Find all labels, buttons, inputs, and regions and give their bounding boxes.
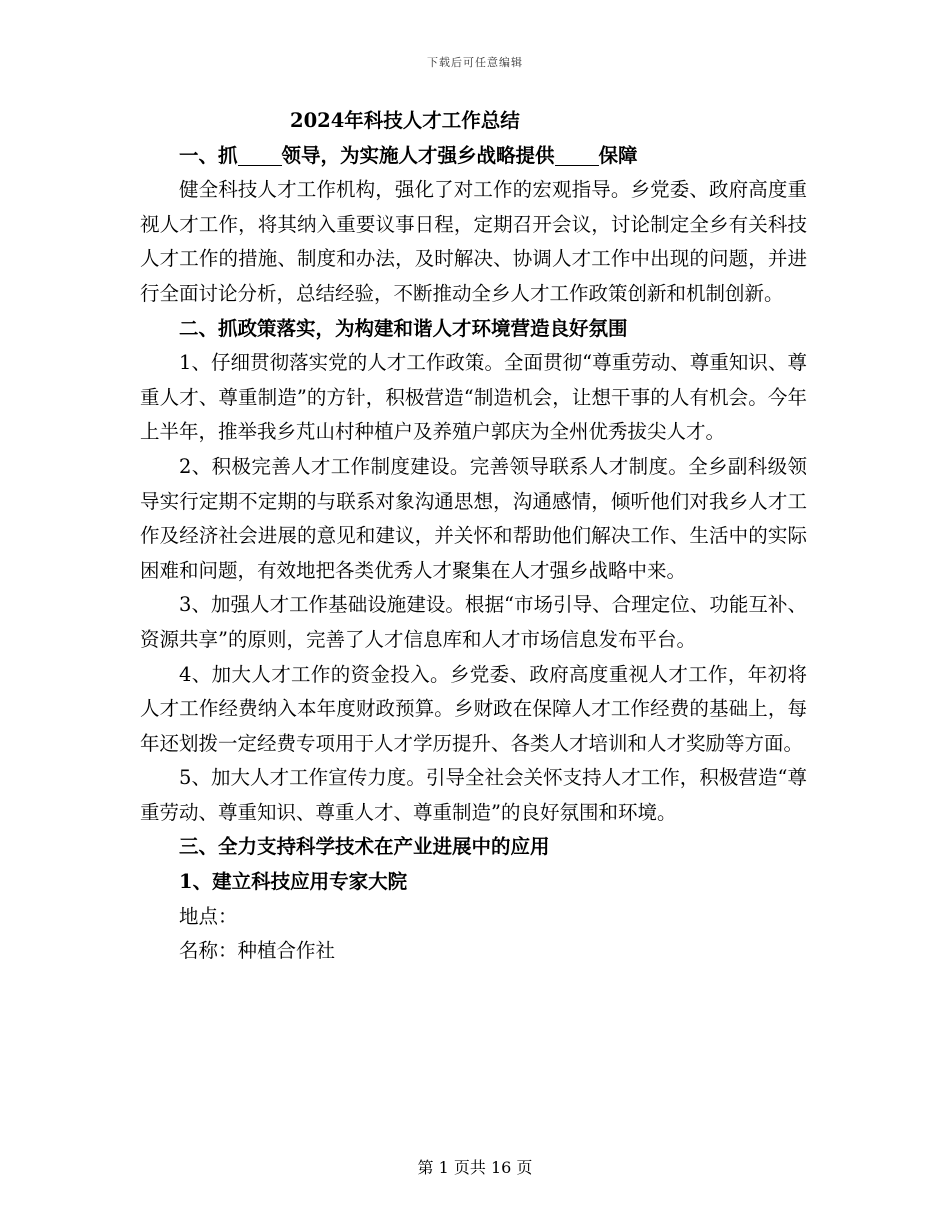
section-3-subheading: 1、建立科技应用专家大院 — [179, 870, 408, 894]
section-2-paragraph-1: 1、仔细贯彻落实党的人才工作政策。全面贯彻“尊重劳动、尊重知识、尊重人才、尊重制造”的方针，积极营造“制造机会，让想干事的人有机会。今年上半年，推举我乡芃山村种植户及养殖户郭庆为全州优秀拔尖人才。 — [140, 351, 807, 444]
section-2-paragraph-5: 5、加大人才工作宣传力度。引导全社会关怀支持人才工作，积极营造“尊重劳动、尊重知识、尊重人才、尊重制造”的良好氛围和环境。 — [140, 766, 807, 824]
blank-underline — [238, 145, 282, 166]
section-3-heading: 三、全力支持科学技术在产业进展中的应用 — [179, 835, 550, 859]
document-title: 2024年科技人才工作总结 — [290, 109, 520, 132]
name-line: 名称：种植合作社 — [179, 939, 336, 963]
section-1-heading — [140, 139, 807, 174]
section-1-heading-part1: 一、抓 — [179, 143, 238, 167]
section-2-heading: 二、抓政策落实，为构建和谐人才环境营造良好氛围 — [179, 316, 628, 340]
section-2-paragraph-4: 4、加大人才工作的资金投入。乡党委、政府高度重视人才工作，年初将人才工作经费纳入本年度财政预算。乡财政在保障人才工作经费的基础上，每年还划拨一定经费专项用于人才学历提升、各类人才培训和人才奖励等方面。 — [140, 662, 807, 755]
page-footer: 第 1 页共 16 页 — [417, 1158, 533, 1177]
section-2-paragraph-3: 3、加强人才工作基础设施建设。根据“市场引导、合理定位、功能互补、资源共享”的原则，完善了人才信息库和人才市场信息发布平台。 — [140, 593, 807, 651]
blank-underline — [555, 145, 599, 166]
header-note: 下载后可任意编辑 — [427, 56, 523, 69]
section-1-paragraph: 健全科技人才工作机构，强化了对工作的宏观指导。乡党委、政府高度重视人才工作，将其纳入重要议事日程，定期召开会议，讨论制定全乡有关科技人才工作的措施、制度和办法，及时解决、协调人才工作中出现的问题，并进行全面讨论分析，总结经验，不断推动全乡人才工作政策创新和机制创新。 — [140, 178, 807, 305]
location-line: 地点： — [179, 904, 238, 928]
document-body — [140, 104, 807, 969]
section-1-heading-part3: 保障 — [598, 143, 638, 167]
section-2-paragraph-2: 2、积极完善人才工作制度建设。完善领导联系人才制度。全乡副科级领导实行定期不定期的与联系对象沟通思想，沟通感情，倾听他们对我乡人才工作及经济社会进展的意见和建议，并关怀和帮助他们解决工作、生活中的实际困难和问题，有效地把各类优秀人才聚集在人才强乡战略中来。 — [140, 454, 807, 582]
section-1-heading-part2: 领导，为实施人才强乡战略提供 — [281, 143, 555, 167]
